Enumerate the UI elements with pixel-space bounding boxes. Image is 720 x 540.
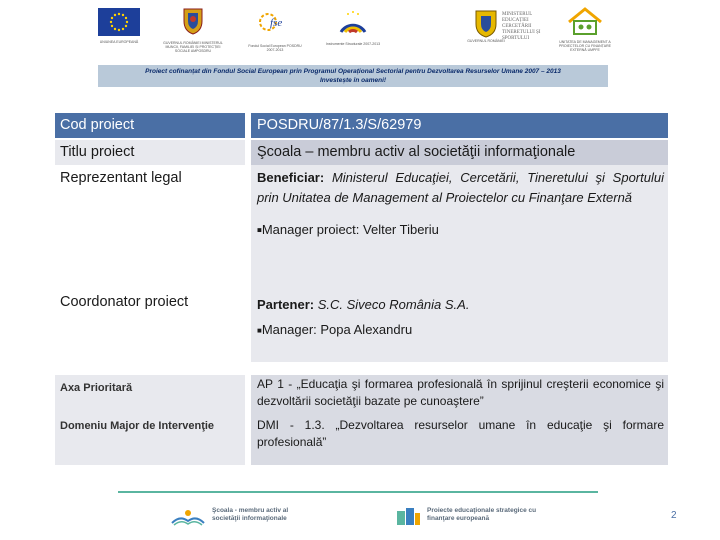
open-book-icon [168, 505, 208, 529]
footer-logo-scoala-text: Şcoala - membru activ al societăţii informaţionale [212, 507, 289, 522]
manager-partener-line [257, 322, 664, 337]
table-row-coordonator [55, 280, 668, 350]
table-row-reprezentant [55, 165, 668, 280]
reprezentant-value [251, 165, 668, 280]
bullet-square-icon: ■ [257, 326, 262, 336]
banner-line-2: Investește în oameni! [319, 77, 387, 84]
instruments-logo [325, 8, 381, 46]
titlu-label: Titlu proiect [55, 140, 245, 165]
cod-label: Cod proiect [55, 113, 245, 138]
table-row-axa [55, 375, 668, 411]
footer-logo-scoala [168, 505, 308, 529]
spacer-label-cell [55, 350, 245, 362]
manager-proiect-text: Manager proiect: Velter Tiberiu [261, 222, 439, 237]
partener-text [257, 297, 664, 312]
gov-caption: GUVERNUL ROMÂNIEI [467, 39, 505, 43]
umpfe-caption: UNITATEA DE MANAGEMENT A PROIECTELOR CU FINANȚARE EXTERNĂ UMPFE [559, 40, 611, 52]
sponsor-logos-strip [0, 0, 720, 62]
table-row-spacer [55, 350, 668, 362]
bullet-square-icon: ■ [257, 225, 262, 235]
spacer-value-cell [251, 350, 668, 362]
books-icon [393, 505, 423, 529]
ministry-caption: GUVERNUL ROMÂNIEI MINISTERUL MUNCII, FAMILIEI ȘI PROTECȚIEI SOCIALE AMPOSDRU [163, 41, 223, 53]
beneficiar-prefix: Beneficiar: [257, 170, 325, 185]
instruments-caption: Instrumente Structurale 2007-2013 [325, 42, 381, 46]
fse-icon [258, 10, 292, 34]
eu-caption: UNIUNEA EUROPEANĂ [99, 40, 139, 44]
coat-of-arms-icon [182, 7, 204, 35]
manager-proiect-line [257, 220, 664, 241]
house-icon [565, 6, 605, 36]
partener-value: S.C. Siveco România S.A. [317, 297, 470, 312]
table-row-titlu [55, 140, 668, 165]
umpfe-logo [559, 6, 611, 52]
cofinancing-banner [98, 65, 608, 87]
reprezentant-label: Reprezentant legal [55, 165, 245, 280]
romania-coat-of-arms-logo [163, 7, 223, 53]
table-row-dmi [55, 411, 668, 465]
axa-label: Axa Prioritară [55, 375, 245, 411]
government-crest-logo [467, 8, 505, 43]
fse-logo [248, 10, 302, 52]
titlu-value: Şcoala – membru activ al societăţii informaţionale [251, 140, 668, 165]
ministry-education-text: MINISTERUL EDUCAȚIEI CERCETĂRII TINERETULUI ȘI SPORTULUI [502, 12, 541, 41]
dmi-value: DMI - 1.3. „Dezvoltarea resurselor umane în educaţie şi formare profesională” [251, 411, 668, 465]
dmi-label: Domeniu Major de Intervenţie [55, 411, 245, 465]
page-number: 2 [671, 510, 677, 521]
instruments-icon [333, 8, 373, 36]
axa-value: AP 1 - „Educaţia şi formarea profesională în sprijinul creşterii economice şi dezvoltării societăţii bazate pe cunoaştere” [251, 375, 668, 411]
eu-stars-icon [98, 8, 140, 36]
fse-caption: Fondul Social European POSDRU 2007-2013 [248, 44, 302, 52]
manager-partener-text: Manager: Popa Alexandru [261, 322, 413, 337]
footer-logo-proiecte-text: Proiecte educaţionale strategice cu finanţare europeană [427, 507, 537, 522]
partener-prefix: Partener: [257, 297, 315, 312]
beneficiar-value: Ministerul Educaţiei, Cercetării, Tineretului şi Sportului prin Unitatea de Management al Proiectelor cu Finanţare Externă [257, 170, 664, 205]
eu-flag-logo [98, 8, 140, 44]
coordonator-label: Coordonator proiect [55, 280, 245, 350]
banner-line-1: Proiect cofinanțat din Fondul Social European prin Programul Operațional Sectorial pentru Dezvoltarea Resurselor Umane 2007 – 2013 [145, 68, 561, 75]
coordonator-value [251, 280, 668, 350]
svg-text:fse: fse [270, 17, 283, 29]
cod-value: POSDRU/87/1.3/S/62979 [251, 113, 668, 138]
table-row-cod [55, 113, 668, 138]
footer-logo-proiecte [393, 505, 563, 529]
footer-divider [118, 491, 598, 493]
crest-icon [473, 8, 499, 38]
beneficiar-text [257, 168, 664, 208]
